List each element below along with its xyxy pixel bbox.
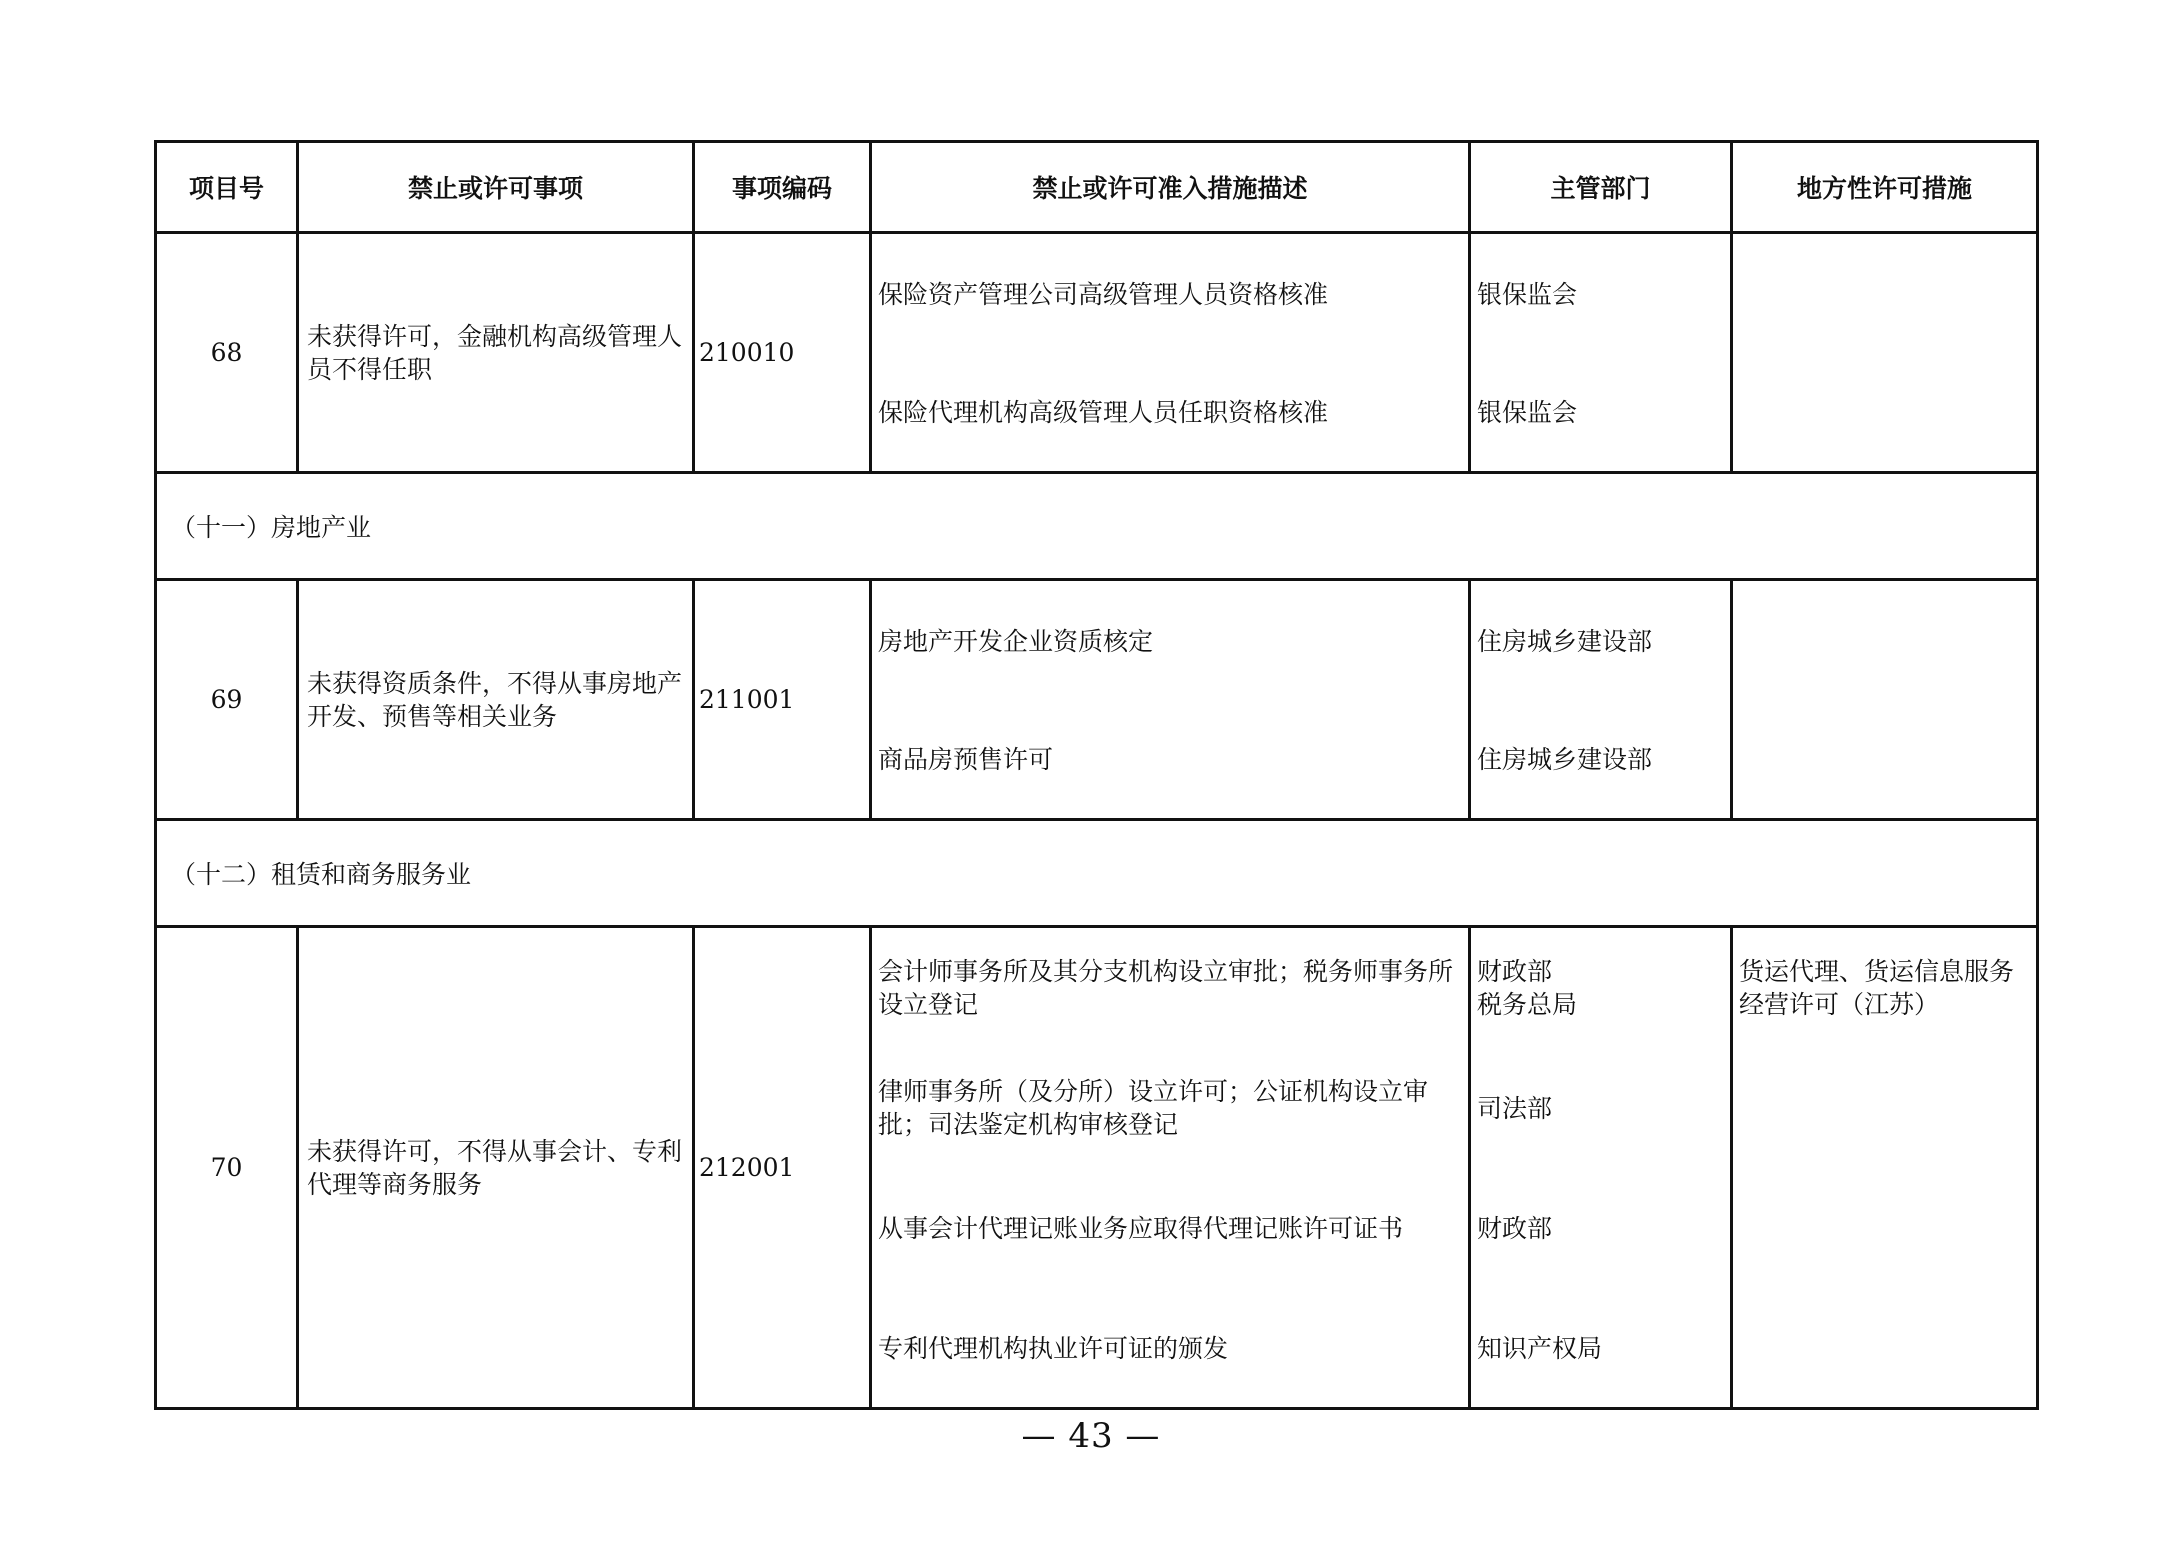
item-name: 未获得许可，金融机构高级管理人员不得任职: [298, 233, 694, 473]
header-prohibited-item: 禁止或许可事项: [298, 142, 694, 233]
department-text: 知识产权局: [1477, 1333, 1603, 1363]
item-code: 212001: [694, 927, 871, 1409]
measure-text: 房地产开发企业资质核定: [878, 626, 1154, 656]
local-measure-text: 货运代理、货运信息服务经营许可（江苏）: [1739, 957, 2015, 1019]
measure-cell: [871, 233, 1470, 473]
permit-table: [154, 140, 2039, 1410]
header-row: [156, 142, 2038, 233]
measure-text: 保险代理机构高级管理人员任职资格核准: [878, 398, 1329, 427]
department-text: 司法部: [1477, 1093, 1553, 1123]
table-row: [156, 580, 2038, 820]
item-number: 68: [156, 233, 298, 473]
header-item-code: 事项编码: [694, 142, 871, 233]
department-cell: [1470, 580, 1732, 820]
measure-text: 保险资产管理公司高级管理人员资格核准: [878, 279, 1329, 309]
item-number: 70: [156, 927, 298, 1409]
measure-cell: [871, 580, 1470, 820]
department-text: 财政部: [1477, 1214, 1553, 1243]
department-cell: [1470, 233, 1732, 473]
item-name: 未获得资质条件，不得从事房地产开发、预售等相关业务: [298, 580, 694, 820]
department-text: 银保监会: [1477, 279, 1578, 309]
table-row: [156, 927, 2038, 1409]
section-title: （十一）房地产业: [156, 473, 2038, 580]
measure-cell: [871, 927, 1470, 1409]
department-text: 住房城乡建设部: [1477, 745, 1653, 774]
header-department: 主管部门: [1470, 142, 1732, 233]
department-text: 银保监会: [1477, 398, 1578, 427]
department-cell: [1470, 927, 1732, 1409]
measure-text: 会计师事务所及其分支机构设立审批；税务师事务所设立登记: [878, 957, 1454, 1019]
measure-text: 律师事务所（及分所）设立许可；公证机构设立审批；司法鉴定机构审核登记: [878, 1077, 1429, 1139]
section-row: [156, 473, 2038, 580]
local-measure-cell: [1732, 927, 2038, 1409]
page-number: — 43 —: [1021, 1416, 1161, 1456]
department-text: 住房城乡建设部: [1477, 626, 1653, 656]
section-row: [156, 820, 2038, 927]
item-number: 69: [156, 580, 298, 820]
measure-text: 从事会计代理记账业务应取得代理记账许可证书: [878, 1214, 1404, 1243]
header-measure-description: 禁止或许可准入措施描述: [871, 142, 1470, 233]
section-title: （十二）租赁和商务服务业: [156, 820, 2038, 927]
header-local-measures: 地方性许可措施: [1732, 142, 2038, 233]
local-measure-cell: [1732, 580, 2038, 820]
measure-text: 专利代理机构执业许可证的颁发: [878, 1333, 1229, 1363]
item-code: 211001: [694, 580, 871, 820]
table-row: [156, 233, 2038, 473]
item-name: 未获得许可，不得从事会计、专利代理等商务服务: [298, 927, 694, 1409]
department-text: 财政部 税务总局: [1477, 957, 1578, 1019]
local-measure-cell: [1732, 233, 2038, 473]
measure-text: 商品房预售许可: [878, 745, 1054, 774]
header-item-number: 项目号: [156, 142, 298, 233]
item-code: 210010: [694, 233, 871, 473]
